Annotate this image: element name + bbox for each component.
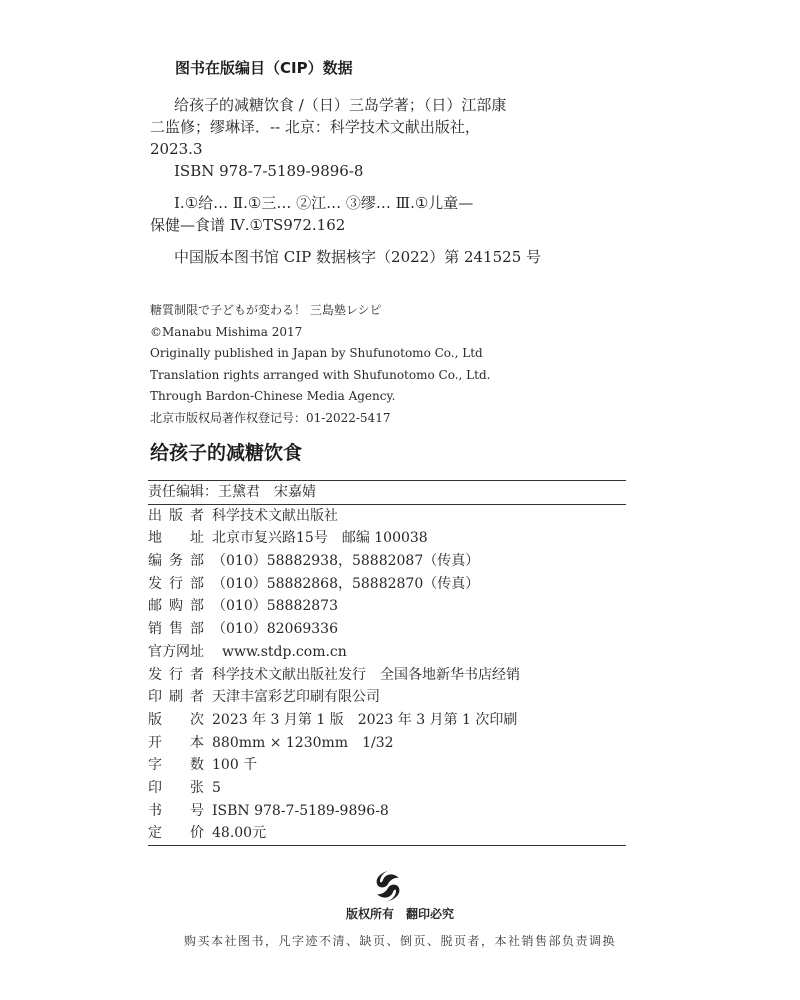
info-value: （010）58882873 — [212, 598, 338, 615]
info-label: 开本 — [148, 734, 204, 751]
rights-block — [150, 300, 490, 429]
info-value: 48.00元 — [212, 825, 267, 842]
editor-row — [148, 481, 626, 505]
info-label: 销售部 — [148, 621, 204, 638]
cip-isbn: ISBN 978-7-5189-9896-8 — [174, 162, 364, 180]
info-value: 2023 年 3 月第 1 版 2023 年 3 月第 1 次印刷 — [212, 711, 518, 728]
cip-heading: 图书在版编目（CIP）数据 — [175, 59, 353, 77]
info-rows — [148, 505, 626, 845]
info-value: 100 千 — [212, 757, 258, 774]
cip-classification: Ⅰ.①给… Ⅱ.①三… ②江… ③缪… Ⅲ.①儿童— — [174, 194, 474, 212]
info-row — [148, 550, 626, 573]
info-value: 天津丰富彩艺印刷有限公司 — [212, 689, 380, 706]
info-label: 邮购部 — [148, 598, 204, 615]
cip-line: 二监修；缪琳译．-- 北京：科学技术文献出版社， — [150, 118, 480, 136]
info-value: 科学技术文献出版社 — [212, 507, 338, 524]
info-label: 官方网址 — [148, 643, 204, 660]
info-row — [148, 527, 626, 550]
rights-line: Through Bardon-Chinese Media Agency. — [150, 389, 396, 403]
info-label: 印刷者 — [148, 689, 204, 706]
info-row — [148, 505, 626, 528]
info-label: 定价 — [148, 825, 204, 842]
cip-classification: 保健—食谱 Ⅳ.①TS972.162 — [150, 216, 346, 234]
editor-text: 责任编辑：王黛君 宋嘉婧 — [148, 484, 316, 500]
cip-record-number: 中国版本图书馆 CIP 数据核字（2022）第 241525 号 — [174, 248, 542, 266]
info-value: www.stdp.com.cn — [222, 643, 347, 660]
info-label: 印张 — [148, 779, 204, 796]
publisher-logo-icon — [371, 868, 405, 904]
info-label: 发行者 — [148, 666, 204, 683]
info-value: 北京市复兴路15号 邮编 100038 — [212, 530, 428, 547]
info-row — [148, 618, 626, 641]
info-row — [148, 754, 626, 777]
info-row — [148, 800, 626, 823]
info-row — [148, 709, 626, 732]
info-label: 地址 — [148, 530, 204, 547]
info-label: 书号 — [148, 802, 204, 819]
rights-line: Translation rights arranged with Shufunotomo Co., Ltd. — [150, 367, 491, 382]
info-row — [148, 686, 626, 709]
info-value: ISBN 978-7-5189-9896-8 — [212, 802, 389, 819]
copyright-line: ©Manabu Mishima 2017 — [150, 324, 303, 339]
info-row — [148, 573, 626, 596]
info-row — [148, 822, 626, 845]
info-value: 科学技术文献出版社发行 全国各地新华书店经销 — [212, 666, 520, 683]
info-label: 出版者 — [148, 507, 204, 524]
info-row — [148, 777, 626, 800]
info-value: 5 — [212, 779, 221, 796]
publication-info-table — [148, 480, 626, 846]
info-row — [148, 595, 626, 618]
cip-line: 给孩子的减糖饮食 /（日）三岛学著；（日）江部康 — [174, 96, 507, 114]
rights-line: Originally published in Japan by Shufunotomo Co., Ltd — [150, 346, 483, 360]
info-label: 编务部 — [148, 553, 204, 570]
rights-reserved: 版权所有 翻印必究 — [345, 907, 454, 921]
info-row — [148, 732, 626, 755]
cip-line: 2023.3 — [150, 140, 203, 158]
info-value: （010）58882868，58882870（传真） — [212, 575, 480, 592]
info-value: （010）82069336 — [212, 621, 338, 638]
info-row — [148, 664, 626, 687]
info-value: 880mm × 1230mm 1/32 — [212, 734, 394, 751]
original-title: 糖質制限で子どもが変わる！ 三島塾レシピ — [150, 303, 382, 317]
info-value: （010）58882938，58882087（传真） — [212, 553, 480, 570]
info-label: 版次 — [148, 711, 204, 728]
cip-block — [150, 94, 570, 268]
info-row — [148, 641, 626, 664]
replacement-notice: 购买本社图书，凡字迹不清、缺页、倒页、脱页者，本社销售部负责调换 — [183, 934, 616, 948]
info-label: 发行部 — [148, 575, 204, 592]
info-label: 字数 — [148, 757, 204, 774]
book-title: 给孩子的减糖饮食 — [150, 442, 303, 464]
registration-number: 北京市版权局著作权登记号：01-2022-5417 — [150, 410, 391, 425]
